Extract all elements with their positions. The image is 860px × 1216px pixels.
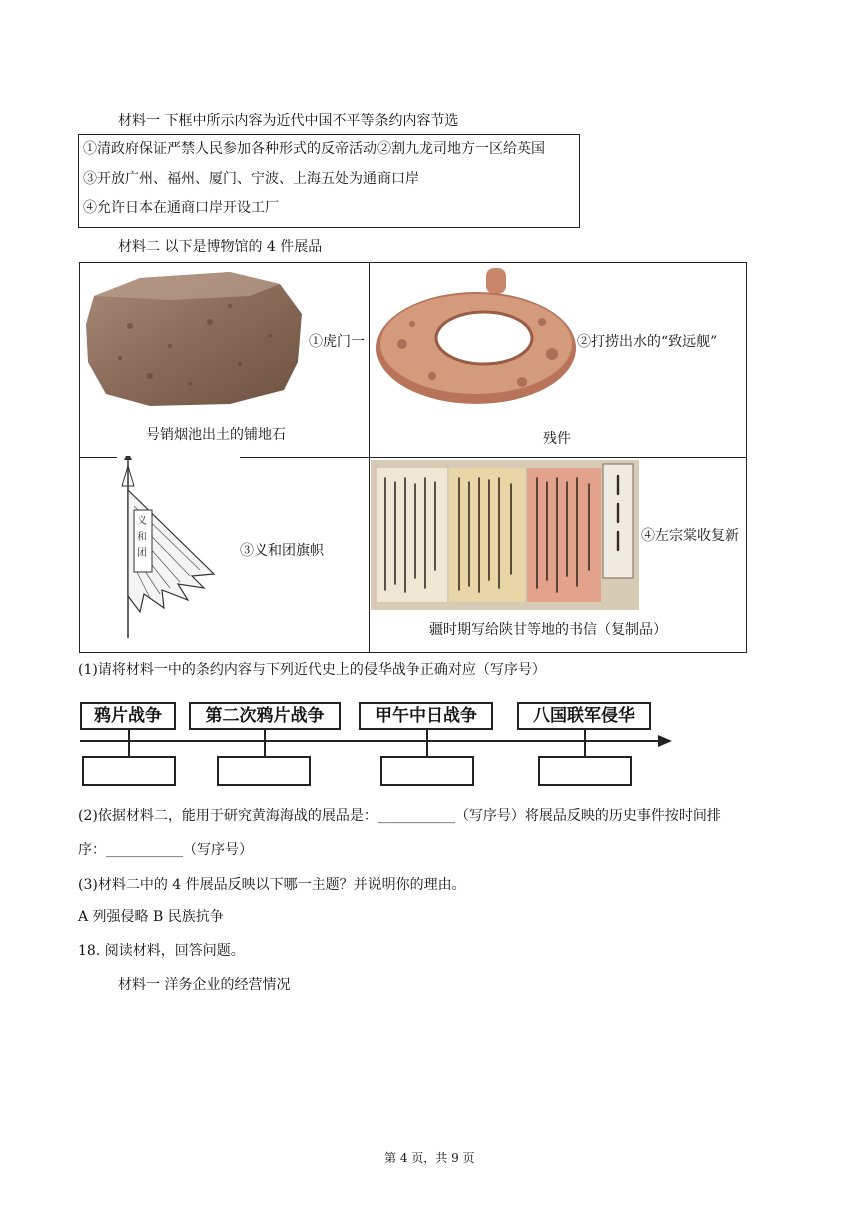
svg-text:团: 团	[137, 548, 147, 559]
timeline-tick	[264, 730, 266, 757]
question-1-text: (1)请将材料一中的条约内容与下列近代史上的侵华战争正确对应（写序号）	[78, 662, 546, 678]
question-3-text: (3)材料二中的 4 件展品反映以下哪一主题？并说明你的理由。	[78, 877, 466, 893]
exhibit-3-caption: ③义和团旗帜	[240, 543, 324, 559]
exhibit-1-caption-a: ①虎门一	[309, 334, 365, 350]
material1-heading: 材料一 下框中所示内容为近代中国不平等条约内容节选	[118, 113, 459, 129]
letters-image	[371, 460, 639, 610]
war-box-eight-nation-alliance: 八国联军侵华	[517, 702, 651, 730]
answer-box-second-opium-war[interactable]	[217, 756, 311, 786]
svg-text:义: 义	[137, 516, 147, 527]
question-2-line-2: 序：___________（写序号）	[78, 842, 253, 858]
war-box-second-opium-war: 第二次鸦片战争	[189, 702, 341, 730]
material2-heading: 材料二 以下是博物馆的 4 件展品	[118, 239, 323, 255]
svg-text:和: 和	[137, 532, 147, 543]
question-2-line-1: (2)依据材料二，能用于研究黄海海战的展品是：___________（写序号）将展品反映的历史事件按时间排	[78, 808, 721, 824]
timeline-tick	[128, 730, 130, 757]
timeline-arrow-icon	[658, 734, 674, 748]
war-box-sino-japanese-war: 甲午中日战争	[359, 702, 493, 730]
timeline-tick	[584, 730, 586, 757]
treaty-item-1: ①清政府保证严禁人民参加各种形式的反帝活动②割九龙司地方一区给英国	[83, 141, 545, 157]
exhibit-4-caption-b: 疆时期写给陕甘等地的书信（复制品）	[429, 622, 667, 638]
treaty-box	[78, 134, 580, 228]
timeline-axis	[80, 740, 662, 742]
exhibit-4-caption-a: ④左宗棠收复新	[641, 528, 739, 544]
question-18-text: 18. 阅读材料，回答问题。	[78, 943, 245, 959]
treaty-item-2: ③开放广州、福州、厦门、宁波、上海五处为通商口岸	[83, 171, 419, 187]
paving-stone-image	[80, 266, 308, 414]
answer-box-eight-nation-alliance[interactable]	[538, 756, 632, 786]
exhibit-1-caption-b: 号销烟池出土的铺地石	[146, 427, 286, 443]
treaty-item-3: ④允许日本在通商口岸开设工厂	[83, 200, 279, 216]
answer-box-sino-japanese-war[interactable]	[380, 756, 474, 786]
exhibit-2-caption-a: ②打捞出水的“致远舰”	[577, 334, 718, 350]
boxer-flag-image	[104, 456, 238, 642]
table-divider-right	[240, 457, 747, 458]
war-box-opium-war: 鸦片战争	[80, 702, 176, 730]
ship-fragment-image	[372, 264, 576, 414]
timeline-tick	[426, 730, 428, 757]
question-18-material1: 材料一 洋务企业的经营情况	[118, 977, 291, 993]
exhibit-2-caption-b: 残件	[543, 431, 571, 447]
answer-box-opium-war[interactable]	[82, 756, 176, 786]
question-3-options: A 列强侵略 B 民族抗争	[78, 909, 224, 925]
page-number: 第 4 页，共 9 页	[384, 1151, 475, 1165]
